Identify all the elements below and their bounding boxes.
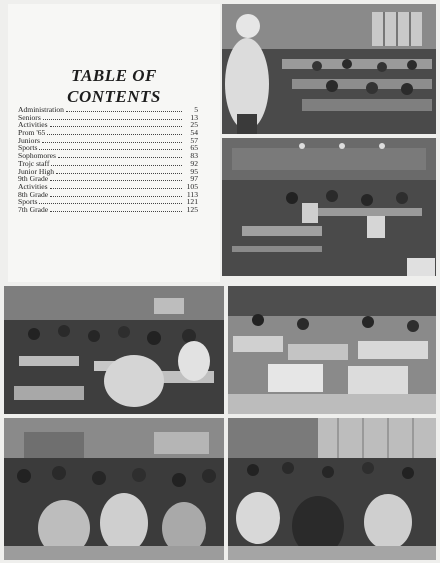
toc-entry-label: Junior High	[18, 166, 55, 176]
toc-entry-page: 113	[186, 189, 198, 199]
toc-leader-dots	[47, 133, 182, 135]
toc-leader-dots	[39, 148, 182, 150]
toc-entry	[18, 106, 198, 114]
table-of-contents	[8, 4, 220, 282]
photo-classroom-students	[4, 418, 224, 560]
toc-entry-label: 8th Grade	[18, 189, 49, 199]
photo-students-reading	[228, 418, 436, 560]
toc-entry-label: 9th Grade	[18, 174, 49, 184]
toc-entry	[18, 206, 198, 214]
toc-entry-label: Prom '65	[18, 128, 46, 138]
photo-library	[222, 138, 436, 276]
toc-title-line2: CONTENTS	[67, 87, 161, 106]
toc-entry-label: Sports	[18, 143, 38, 153]
toc-leader-dots	[50, 187, 182, 189]
toc-leader-dots	[43, 118, 182, 120]
toc-entry-page: 105	[186, 181, 198, 191]
toc-leader-dots	[50, 179, 182, 181]
toc-entry-label: Activities	[18, 120, 48, 130]
toc-entry-page: 83	[190, 151, 198, 161]
toc-entry	[18, 191, 198, 199]
toc-entry-label: Sports	[18, 197, 38, 207]
toc-entry-label: Juniors	[18, 135, 40, 145]
toc-entry-page: 121	[186, 197, 198, 207]
toc-leader-dots	[51, 164, 182, 166]
toc-entry-page: 25	[190, 120, 198, 130]
photo-classroom-desks	[4, 286, 224, 414]
toc-entry	[18, 129, 198, 137]
toc-entry-page: 92	[190, 158, 198, 168]
toc-entry	[18, 121, 198, 129]
toc-entry-label: Administration	[18, 105, 64, 114]
toc-entry-label: 7th Grade	[18, 204, 49, 214]
toc-list	[18, 106, 198, 214]
toc-leader-dots	[42, 141, 182, 143]
toc-entry-page: 125	[186, 204, 198, 214]
toc-leader-dots	[58, 156, 182, 158]
toc-entry-label: Activities	[18, 181, 48, 191]
toc-leader-dots	[50, 125, 182, 127]
toc-leader-dots	[39, 202, 182, 204]
toc-leader-dots	[50, 195, 182, 197]
toc-entry-page: 65	[190, 143, 198, 153]
toc-entry-label: Seniors	[18, 112, 41, 122]
toc-entry-label: Trojc staff	[18, 158, 50, 168]
toc-entry-page: 5	[194, 105, 198, 114]
toc-entry-page: 54	[190, 128, 198, 138]
toc-leader-dots	[56, 172, 182, 174]
toc-entry-page: 13	[190, 112, 198, 122]
toc-leader-dots	[50, 210, 182, 212]
toc-entry	[18, 137, 198, 145]
toc-entry-page: 95	[190, 166, 198, 176]
toc-entry-page: 97	[190, 174, 198, 184]
toc-leader-dots	[66, 110, 182, 112]
toc-entry-label: Sophomores	[18, 151, 56, 161]
toc-title-line1: TABLE OF	[71, 66, 157, 85]
photo-study-hall	[222, 4, 436, 134]
photo-typing-class	[228, 286, 436, 414]
toc-entry-page: 57	[190, 135, 198, 145]
